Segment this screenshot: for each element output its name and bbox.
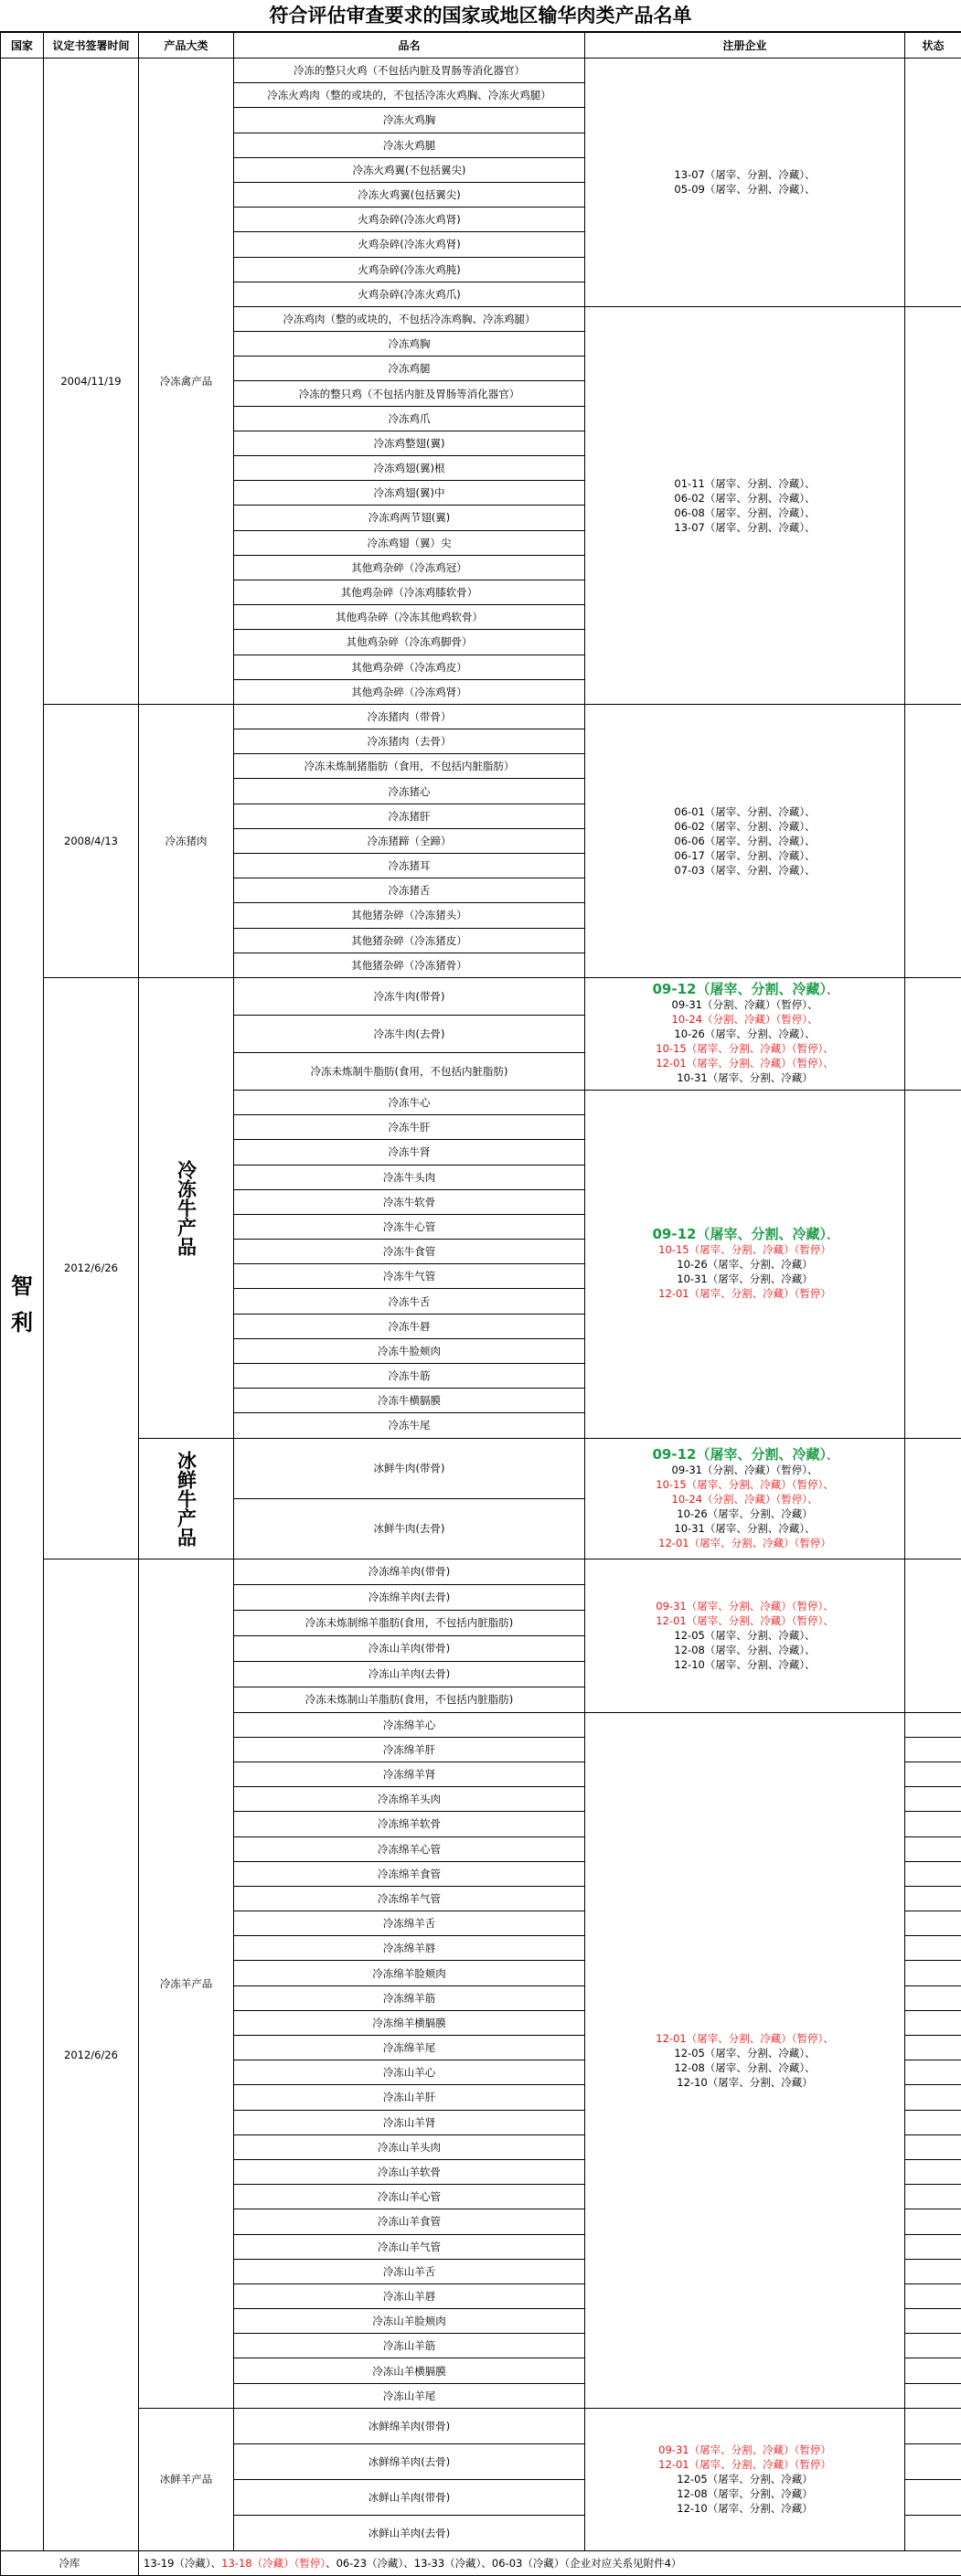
enterprise-line: 12-01（屠宰、分割、冷藏）（暂停）、 [589,2031,901,2046]
product-name: 冷冻绵羊心管 [234,1836,585,1861]
product-name: 其他猪杂碎（冷冻猪皮） [234,928,585,953]
product-name: 冷冻山羊肾 [234,2110,585,2134]
enterprise-line: 12-01（屠宰、分割、冷藏）（暂停） [589,1536,901,1550]
table-row [1,1559,961,1584]
product-name: 其他鸡杂碎（冷冻鸡皮） [234,655,585,679]
status-cell [905,2010,961,2035]
table-row [1,977,961,1015]
col-category: 产品大类 [139,33,234,59]
enterprise-main-suffix: 、 [827,984,838,996]
product-name: 冰鲜牛肉(去骨) [234,1498,585,1559]
product-name: 冷冻绵羊唇 [234,1936,585,1961]
enterprise-line: 10-26（屠宰、分割、冷藏） [589,1257,901,1272]
enterprise-line: 12-10（屠宰、分割、冷藏） [589,2075,901,2090]
enterprise-line-main [589,1447,901,1463]
product-name: 其他鸡杂碎（冷冻鸡肾） [234,679,585,704]
col-product: 品名 [234,33,585,59]
cold-storage-row [1,2550,961,2575]
product-name: 冷冻牛气管 [234,1264,585,1289]
product-name: 其他鸡杂碎（冷冻鸡冠） [234,555,585,580]
enterprise-line: 05-09（屠宰、分割、冷藏）、 [589,182,901,197]
product-name: 冷冻山羊心管 [234,2185,585,2209]
product-name: 冷冻绵羊肉(去骨) [234,1584,585,1610]
enterprise-line: 12-01（屠宰、分割、冷藏）（暂停）、 [589,1056,901,1070]
product-name: 冷冻山羊唇 [234,2283,585,2308]
cold-storage-part: 13-19（冷藏）、 [144,2557,221,2570]
enterprise-line: 07-03（屠宰、分割、冷藏）、 [589,863,901,878]
enterprise-main-label: 09-12（屠宰、分割、冷藏） [653,1446,827,1463]
enterprise-line: 12-01（屠宰、分割、冷藏）（暂停） [589,1286,901,1301]
product-name: 冷冻牛脸颊肉 [234,1338,585,1363]
enterprise-line: 12-01（屠宰、分割、冷藏）（暂停）、 [589,1613,901,1628]
enterprise-line: 01-11（屠宰、分割、冷藏）、 [589,476,901,491]
product-name: 冰鲜山羊肉(带骨) [234,2479,585,2515]
product-name: 冷冻鸡翅(翼)中 [234,481,585,506]
product-name: 冷冻猪耳 [234,854,585,878]
product-name: 冷冻鸡腿 [234,357,585,381]
enterprise-line: 12-08（屠宰、分割、冷藏） [589,2486,901,2501]
enterprise-main-suffix: 、 [827,1449,838,1462]
status-cell [905,2283,961,2308]
product-name: 冷冻山羊舌 [234,2259,585,2283]
enterprise-cell [585,59,905,307]
sign-date: 2004/11/19 [44,59,139,705]
product-name: 冷冻牛肾 [234,1140,585,1165]
product-name: 其他猪杂碎（冷冻猪骨） [234,953,585,977]
category: 冷冻牛产品 [139,977,234,1438]
product-name: 冷冻绵羊软骨 [234,1812,585,1836]
category: 冰鲜羊产品 [139,2408,234,2550]
product-name: 冷冻猪舌 [234,878,585,903]
product-name: 火鸡杂碎(冷冻火鸡肾) [234,232,585,257]
product-name: 冷冻鸡整翅(翼) [234,431,585,455]
product-name: 冷冻山羊头肉 [234,2134,585,2159]
enterprise-cell [585,704,905,977]
enterprise-main-suffix: 、 [827,1229,838,1241]
product-name: 冷冻绵羊横膈膜 [234,2010,585,2035]
enterprise-line-main [589,982,901,997]
product-name: 其他鸡杂碎（冷冻鸡脚骨） [234,630,585,655]
enterprise-line: 12-10（屠宰、分割、冷藏）、 [589,1657,901,1672]
product-name: 火鸡杂碎(冷冻火鸡肾) [234,208,585,232]
product-name: 冷冻绵羊筋 [234,1985,585,2010]
status-cell [905,1737,961,1762]
status-cell [905,1961,961,1985]
enterprise-line: 13-07（屠宰、分割、冷藏）、 [589,520,901,535]
product-name: 冷冻山羊肝 [234,2085,585,2110]
enterprise-main-label: 09-12（屠宰、分割、冷藏） [653,981,827,997]
enterprise-cell [585,977,905,1090]
status-cell [905,1911,961,1936]
product-name: 冷冻鸡翅（翼）尖 [234,530,585,555]
enterprise-line: 09-31（分割、冷藏）（暂停）、 [589,1463,901,1477]
product-name: 冰鲜绵羊肉(去骨) [234,2443,585,2479]
table-row [1,2408,961,2443]
product-name: 冰鲜山羊肉(去骨) [234,2515,585,2550]
product-name: 冷冻牛舌 [234,1289,585,1314]
status-cell [905,1861,961,1886]
product-name: 冷冻牛心 [234,1090,585,1114]
status-cell [905,2408,961,2443]
product-name: 冷冻未炼制牛脂肪(食用，不包括内脏脂肪) [234,1052,585,1090]
product-name: 冷冻火鸡腿 [234,133,585,157]
product-name: 冷冻的整只火鸡（不包括内脏及胃肠等消化器官） [234,59,585,83]
enterprise-line: 10-31（屠宰、分割、冷藏） [589,1272,901,1286]
product-name: 冷冻猪肉（带骨） [234,704,585,729]
status-cell [905,1985,961,2010]
enterprise-line: 13-07（屠宰、分割、冷藏）、 [589,167,901,182]
product-name: 冷冻绵羊脸颊肉 [234,1961,585,1985]
col-enterprise: 注册企业 [585,33,905,59]
status-cell [905,2134,961,2159]
cold-storage-label: 冷库 [1,2550,139,2575]
category: 冷冻猪肉 [139,704,234,977]
sign-date: 2012/6/26 [44,1559,139,2550]
product-name: 冷冻山羊横膈膜 [234,2358,585,2383]
enterprise-line: 09-31（分割、冷藏）（暂停）、 [589,997,901,1012]
product-name: 冷冻鸡胸 [234,332,585,357]
product-name: 其他鸡杂碎（冷冻其他鸡软骨） [234,605,585,630]
status-cell [905,2334,961,2358]
enterprise-line: 06-02（屠宰、分割、冷藏）、 [589,819,901,834]
product-name: 冷冻山羊食管 [234,2209,585,2234]
product-name: 冷冻绵羊心 [234,1712,585,1737]
status-cell [905,2036,961,2060]
category: 冷冻羊产品 [139,1559,234,2408]
status-cell [905,977,961,1090]
status-cell [905,2515,961,2550]
country-cell: 智利 [1,59,44,2551]
enterprise-line: 12-01（屠宰、分割、冷藏）（暂停） [589,2457,901,2472]
status-cell [905,2060,961,2085]
enterprise-cell [585,2408,905,2550]
col-status: 状态 [905,33,961,59]
product-name: 冷冻绵羊舌 [234,1911,585,1936]
product-name: 冷冻猪肝 [234,804,585,828]
product-name: 冷冻绵羊食管 [234,1861,585,1886]
status-cell [905,2383,961,2408]
product-name: 其他猪杂碎（冷冻猪头） [234,903,585,928]
status-cell [905,2479,961,2515]
status-cell [905,2159,961,2184]
status-cell [905,2309,961,2334]
product-name: 冷冻牛唇 [234,1314,585,1338]
status-cell [905,2085,961,2110]
product-name: 冷冻猪蹄（全蹄） [234,828,585,853]
sign-date: 2012/6/26 [44,977,139,1559]
category: 冷冻禽产品 [139,59,234,705]
product-name: 冷冻鸡肉（整的或块的，不包括冷冻鸡胸、冷冻鸡腿） [234,306,585,331]
enterprise-line: 10-26（屠宰、分割、冷藏） [589,1506,901,1521]
enterprise-line: 10-26（屠宰、分割、冷藏）、 [589,1027,901,1041]
enterprise-line: 09-31（屠宰、分割、冷藏）（暂停）、 [589,1599,901,1613]
table-row [1,59,961,83]
status-cell [905,1559,961,1712]
header-row [1,33,961,59]
product-name: 其他鸡杂碎（冷冻鸡膝软骨） [234,580,585,604]
product-name: 冷冻山羊心 [234,2060,585,2085]
product-table [0,32,961,2576]
enterprise-line-main [589,1227,901,1242]
status-cell [905,2209,961,2234]
status-cell [905,1936,961,1961]
product-name: 冷冻山羊筋 [234,2334,585,2358]
status-cell [905,1090,961,1438]
enterprise-line: 12-10（屠宰、分割、冷藏） [589,2501,901,2516]
product-name: 冷冻的整只鸡（不包括内脏及胃肠等消化器官） [234,381,585,406]
status-cell [905,1787,961,1812]
product-name: 冷冻鸡爪 [234,406,585,431]
enterprise-main-label: 09-12（屠宰、分割、冷藏） [653,1226,827,1242]
product-name: 冷冻牛食管 [234,1240,585,1264]
product-name: 冷冻火鸡胸 [234,108,585,133]
product-name: 冷冻绵羊肉(带骨) [234,1559,585,1584]
product-name: 冷冻火鸡翼(包括翼尖) [234,182,585,207]
category: 冰鲜牛产品 [139,1438,234,1559]
product-name: 冰鲜牛肉(带骨) [234,1438,585,1498]
status-cell [905,1836,961,1861]
product-name: 火鸡杂碎(冷冻火鸡爪) [234,282,585,306]
enterprise-line: 10-24（分割、冷藏）（暂停）、 [589,1012,901,1027]
status-cell [905,2110,961,2134]
enterprise-line: 09-31（屠宰、分割、冷藏）（暂停） [589,2443,901,2457]
enterprise-line: 06-01（屠宰、分割、冷藏）、 [589,804,901,819]
status-cell [905,2185,961,2209]
cold-storage-part: 13-18（冷藏）（暂停） [221,2557,326,2570]
product-name: 冷冻未炼制山羊脂肪(食用，不包括内脏脂肪) [234,1687,585,1712]
product-name: 冷冻牛肉(带骨) [234,977,585,1015]
enterprise-line: 06-06（屠宰、分割、冷藏）、 [589,834,901,848]
product-name: 冰鲜绵羊肉(带骨) [234,2408,585,2443]
status-cell [905,1712,961,1737]
product-name: 冷冻绵羊气管 [234,1886,585,1911]
product-name: 冷冻绵羊头肉 [234,1787,585,1812]
product-name: 冷冻牛头肉 [234,1165,585,1189]
product-name: 冷冻牛横膈膜 [234,1389,585,1413]
product-name: 冷冻牛筋 [234,1364,585,1389]
status-cell [905,1762,961,1786]
enterprise-line: 10-15（屠宰、分割、冷藏）（暂停）、 [589,1041,901,1056]
enterprise-cell [585,1438,905,1559]
product-name: 冷冻鸡翅(翼)根 [234,456,585,481]
col-country: 国家 [1,33,44,59]
enterprise-line: 12-05（屠宰、分割、冷藏） [589,2472,901,2486]
product-name: 冷冻牛尾 [234,1413,585,1438]
enterprise-line: 12-08（屠宰、分割、冷藏）、 [589,2060,901,2075]
enterprise-line: 10-15（屠宰、分割、冷藏）（暂停）、 [589,1477,901,1492]
enterprise-line: 06-02（屠宰、分割、冷藏）、 [589,491,901,506]
product-name: 冷冻山羊气管 [234,2234,585,2259]
cold-storage-part: 、06-23（冷藏）、13-33（冷藏）、06-03（冷藏）（企业对应关系见附件4） [326,2557,681,2570]
product-name: 冷冻绵羊尾 [234,2036,585,2060]
enterprise-line: 10-15（屠宰、分割、冷藏）（暂停） [589,1242,901,1257]
product-name: 冷冻猪心 [234,779,585,804]
enterprise-line: 12-05（屠宰、分割、冷藏）、 [589,1628,901,1643]
product-name: 冷冻山羊肉(去骨) [234,1661,585,1687]
product-name: 火鸡杂碎(冷冻火鸡肫) [234,257,585,282]
product-name: 冷冻未炼制绵羊脂肪(食用，不包括内脏脂肪) [234,1610,585,1635]
enterprise-line: 06-08（屠宰、分割、冷藏）、 [589,506,901,520]
sign-date: 2008/4/13 [44,704,139,977]
product-name: 冷冻绵羊肾 [234,1762,585,1786]
status-cell [905,2443,961,2479]
product-name: 冷冻未炼制猪脂肪（食用，不包括内脏脂肪） [234,754,585,779]
enterprise-line: 12-08（屠宰、分割、冷藏）、 [589,1643,901,1657]
enterprise-cell [585,1559,905,1712]
product-name: 冷冻火鸡翼(不包括翼尖) [234,157,585,182]
product-name: 冷冻山羊尾 [234,2383,585,2408]
table-row [1,1438,961,1498]
product-name: 冷冻绵羊肝 [234,1737,585,1762]
cold-storage-enterprises [139,2550,961,2575]
product-name: 冷冻牛软骨 [234,1189,585,1214]
enterprise-line: 06-17（屠宰、分割、冷藏）、 [589,848,901,863]
page-title: 符合评估审查要求的国家或地区输华肉类产品名单 [0,0,961,32]
product-name: 冷冻猪肉（去骨） [234,729,585,754]
status-cell [905,704,961,977]
enterprise-cell [585,1090,905,1438]
status-cell [905,2358,961,2383]
status-cell [905,2259,961,2283]
enterprise-cell [585,306,905,704]
enterprise-cell [585,1712,905,2408]
status-cell [905,1438,961,1559]
col-date: 议定书签署时间 [44,33,139,59]
status-cell [905,59,961,307]
product-name: 冷冻牛肉(去骨) [234,1015,585,1052]
status-cell [905,306,961,704]
product-name: 冷冻火鸡肉（整的或块的，不包括冷冻火鸡胸、冷冻火鸡腿） [234,83,585,108]
status-cell [905,1886,961,1911]
product-name: 冷冻山羊软骨 [234,2159,585,2184]
table-row [1,704,961,729]
product-name: 冷冻山羊肉(带骨) [234,1635,585,1661]
enterprise-line: 12-05（屠宰、分割、冷藏）、 [589,2046,901,2060]
status-cell [905,2234,961,2259]
product-name: 冷冻山羊脸颊肉 [234,2309,585,2334]
status-cell [905,1812,961,1836]
enterprise-line: 10-31（屠宰、分割、冷藏）、 [589,1521,901,1536]
enterprise-line: 10-24（分割、冷藏）（暂停）、 [589,1492,901,1506]
product-name: 冷冻牛肝 [234,1115,585,1140]
product-name: 冷冻牛心管 [234,1214,585,1239]
enterprise-line: 10-31（屠宰、分割、冷藏） [589,1070,901,1085]
product-name: 冷冻鸡两节翅(翼) [234,506,585,530]
